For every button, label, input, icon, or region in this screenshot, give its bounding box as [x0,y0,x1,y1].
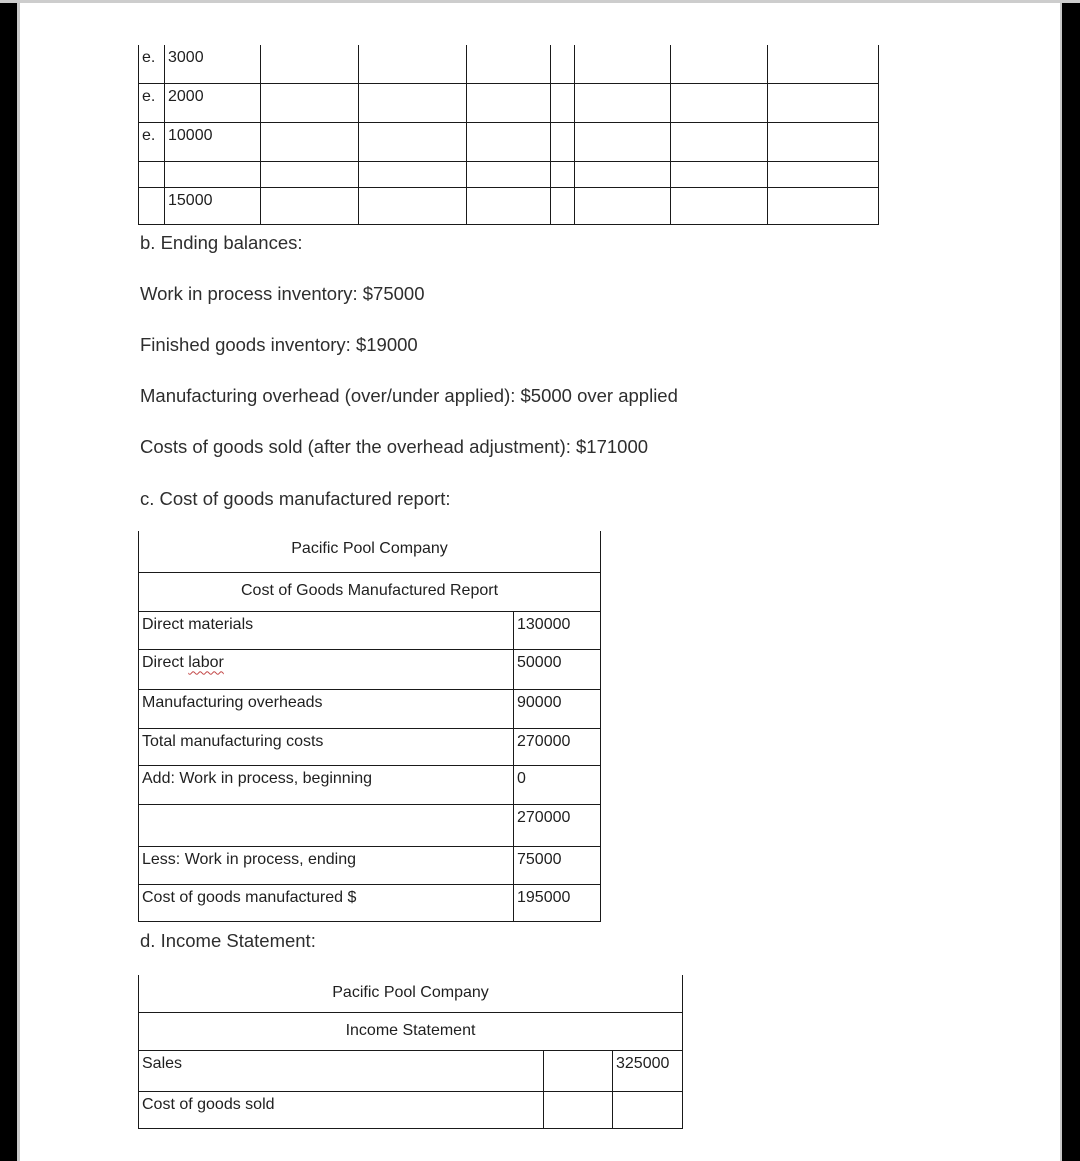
cogm-table-subtitle: Cost of Goods Manufactured Report [139,572,601,611]
amount-cell [165,161,261,187]
empty-cell [467,161,551,187]
left-margin-strip [0,0,20,1161]
empty-cell [768,122,879,161]
cogm-title-row [139,531,601,572]
top-edge-line [0,0,1080,3]
empty-cell [467,187,551,224]
empty-cell [551,161,575,187]
ending-balances-heading: b. Ending balances: [140,232,303,253]
cogm-subtitle-row [139,572,601,611]
cogm-label-cell: Total manufacturing costs [139,728,514,765]
empty-cell [575,122,671,161]
income-row [139,1050,683,1091]
empty-cell [467,83,551,122]
income-credit-cell [613,1091,683,1128]
income-label-cell: Sales [139,1050,544,1091]
cogm-heading: c. Cost of goods manufactured report: [140,488,451,509]
cogm-row [139,611,601,649]
income-credit-cell: 325000 [613,1050,683,1091]
income-subtitle-row [139,1012,683,1050]
empty-cell [551,122,575,161]
cogm-value-cell: 50000 [514,649,601,689]
entry-letter-cell [139,187,165,224]
income-debit-cell [544,1050,613,1091]
cogm-row [139,728,601,765]
worksheet-row [139,122,879,161]
empty-cell [261,161,359,187]
entry-letter-cell: e. [139,122,165,161]
cogm-row [139,884,601,921]
cogm-value-cell: 75000 [514,846,601,884]
cogm-table [138,531,601,922]
cogm-table-body-full [139,531,601,921]
empty-cell [467,45,551,83]
misspelled-word: labor [188,653,224,671]
cogm-label-cell [139,804,514,846]
income-table-subtitle: Income Statement [139,1012,683,1050]
empty-cell [359,83,467,122]
cogm-table-title: Pacific Pool Company [139,531,601,572]
empty-cell [768,83,879,122]
cogm-label-cell: Cost of goods manufactured $ [139,884,514,921]
empty-cell [671,122,768,161]
right-margin-strip [1060,0,1080,1161]
empty-cell [671,45,768,83]
income-statement-table [138,975,683,1129]
empty-cell [261,83,359,122]
empty-cell [575,187,671,224]
empty-cell [261,45,359,83]
cogm-label-cell: Direct materials [139,611,514,649]
empty-cell [671,161,768,187]
empty-cell [261,122,359,161]
cogm-value-cell: 270000 [514,804,601,846]
amount-cell: 3000 [165,45,261,83]
cogm-value-cell: 195000 [514,884,601,921]
empty-cell [575,83,671,122]
cogm-row [139,765,601,804]
cogs-adjusted-line: Costs of goods sold (after the overhead adjustment): $171000 [140,436,649,457]
empty-cell [575,45,671,83]
cogm-row [139,804,601,846]
empty-cell [575,161,671,187]
finished-goods-line: Finished goods inventory: $19000 [140,334,418,355]
worksheet-table [138,45,879,225]
income-row [139,1091,683,1128]
income-table-title: Pacific Pool Company [139,975,683,1012]
income-statement-heading: d. Income Statement: [140,930,316,951]
entry-letter-cell [139,161,165,187]
cogm-value-cell: 90000 [514,689,601,728]
income-table-body-full [139,975,683,1128]
cogm-value-cell: 270000 [514,728,601,765]
cogm-row [139,689,601,728]
amount-cell: 15000 [165,187,261,224]
worksheet-row [139,161,879,187]
empty-cell [359,187,467,224]
worksheet-row [139,187,879,224]
empty-cell [551,187,575,224]
empty-cell [768,161,879,187]
income-title-row [139,975,683,1012]
worksheet-row [139,83,879,122]
cogm-row [139,649,601,689]
empty-cell [671,187,768,224]
empty-cell [551,45,575,83]
income-label-cell: Cost of goods sold [139,1091,544,1128]
empty-cell [261,187,359,224]
income-debit-cell [544,1091,613,1128]
empty-cell [467,122,551,161]
worksheet-row [139,45,879,83]
empty-cell [768,45,879,83]
entry-letter-cell: e. [139,45,165,83]
cogm-label-cell: Add: Work in process, beginning [139,765,514,804]
manufacturing-overhead-line: Manufacturing overhead (over/under applied): $5000 over applied [140,385,678,406]
empty-cell [359,45,467,83]
empty-cell [671,83,768,122]
empty-cell [768,187,879,224]
cogm-label-cell: Manufacturing overheads [139,689,514,728]
amount-cell: 2000 [165,83,261,122]
cogm-value-cell: 130000 [514,611,601,649]
cogm-label-cell: Less: Work in process, ending [139,846,514,884]
wip-inventory-line: Work in process inventory: $75000 [140,283,425,304]
cogm-label-cell: Direct labor [139,649,514,689]
cogm-value-cell: 0 [514,765,601,804]
worksheet-table-body [139,45,879,224]
empty-cell [551,83,575,122]
empty-cell [359,122,467,161]
cogm-row [139,846,601,884]
entry-letter-cell: e. [139,83,165,122]
empty-cell [359,161,467,187]
amount-cell: 10000 [165,122,261,161]
